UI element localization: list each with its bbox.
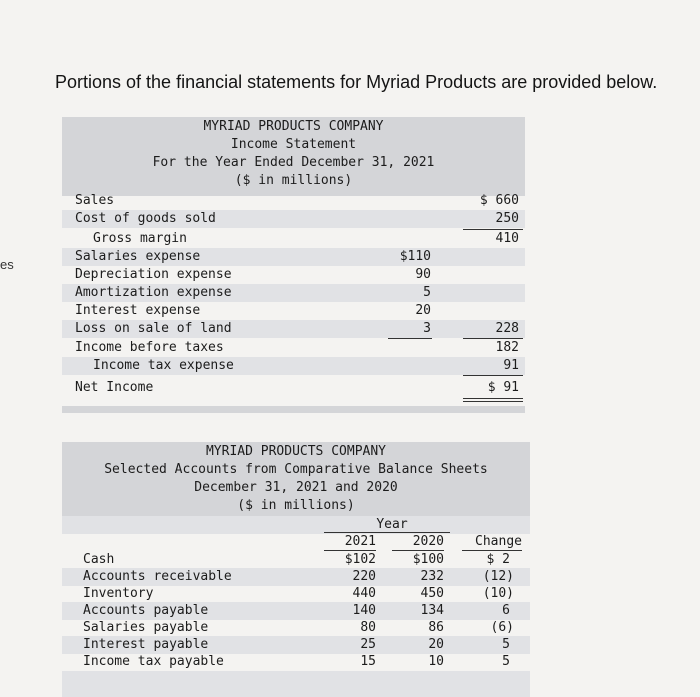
is-label: Loss on sale of land [75,321,232,336]
is-col2: 91 [503,358,519,373]
is-row-income-before-taxes [62,339,525,357]
bs-title: Selected Accounts from Comparative Balance Sheets [104,462,488,477]
bs-year-label: Year [376,517,408,532]
bs-2020: 20 [428,637,444,652]
is-label: Sales [75,193,115,208]
bs-change: 6 [502,603,510,618]
bs-period: December 31, 2021 and 2020 [194,480,398,495]
bs-col-headers [62,533,530,551]
is-col2: 228 [495,321,519,336]
bs-2020: 134 [420,603,444,618]
is-row-amortization [62,284,525,302]
is-label: Depreciation expense [75,267,232,282]
bs-year-row [62,516,530,534]
income-statement [62,117,525,413]
bs-label: Cash [83,552,115,567]
bs-label: Income tax payable [83,654,224,669]
is-title: Income Statement [230,137,357,152]
is-label: Net Income [75,380,154,395]
is-row-depreciation [62,266,525,284]
bs-change: 5 [502,637,510,652]
bs-change: 5 [502,654,510,669]
bs-row-ap [62,602,530,620]
bs-col-2021: 2021 [344,534,376,549]
is-row-salaries [62,248,525,266]
bs-row-inventory [62,585,530,603]
is-label: Income tax expense [93,358,234,373]
is-period: For the Year Ended December 31, 2021 [152,155,435,170]
bs-row-salaries-payable [62,619,530,637]
is-label: Interest expense [75,303,201,318]
bs-2020: 450 [420,586,444,601]
is-col1: 20 [415,303,431,318]
bs-change: (6) [490,620,514,635]
bs-2020: $100 [412,552,444,567]
is-company: MYRIAD PRODUCTS COMPANY [203,119,384,134]
is-row-income-tax [62,357,525,375]
bs-col-2020: 2020 [412,534,444,549]
bs-change: (12) [482,569,514,584]
bs-units: ($ in millions) [237,498,355,513]
bs-row-interest-payable [62,636,530,654]
bs-2021: 140 [352,603,376,618]
is-col2: $ 91 [487,380,519,395]
bs-2021: 25 [360,637,376,652]
bs-2021: 220 [352,569,376,584]
bs-col-change: Change [475,534,522,549]
income-statement-header [62,117,525,196]
is-col1: 5 [423,285,431,300]
is-col2: $ 660 [479,193,519,208]
bs-label: Accounts payable [83,603,209,618]
bs-2021: 80 [360,620,376,635]
is-row-cogs [62,210,525,228]
bs-change: (10) [482,586,514,601]
is-col1: 90 [415,267,431,282]
bs-2021: 440 [352,586,376,601]
bs-change: $ 2 [486,552,510,567]
bs-row-cash [62,551,530,569]
is-col2: 410 [495,231,519,246]
bs-label: Inventory [83,586,154,601]
bs-company: MYRIAD PRODUCTS COMPANY [205,444,386,459]
bs-row-income-tax-payable [62,653,530,671]
is-row-sales [62,192,525,210]
balance-sheet [62,442,530,697]
bs-label: Interest payable [83,637,209,652]
is-col1: 3 [423,321,431,336]
bs-label: Salaries payable [83,620,209,635]
balance-sheet-header [62,442,530,519]
is-row-net-income [62,379,525,397]
bs-2020: 232 [420,569,444,584]
is-label: Salaries expense [75,249,201,264]
cropped-side-text: es [0,257,14,272]
is-label: Cost of goods sold [75,211,216,226]
is-col2: 250 [495,211,519,226]
bs-2020: 86 [428,620,444,635]
bs-2020: 10 [428,654,444,669]
is-label: Income before taxes [75,340,224,355]
is-units: ($ in millions) [234,173,353,188]
is-row-interest [62,302,525,320]
bs-2021: $102 [344,552,376,567]
bs-label: Accounts receivable [83,569,232,584]
bs-row-ar [62,568,530,586]
intro-text: Portions of the financial statements for Myriad Products are provided below. [55,72,658,92]
bs-2021: 15 [360,654,376,669]
is-label: Amortization expense [75,285,232,300]
is-row-gross-margin [62,230,525,248]
is-row-loss-land [62,320,525,338]
is-col2: 182 [495,340,519,355]
is-col1: $110 [399,249,431,264]
is-label: Gross margin [93,231,187,246]
